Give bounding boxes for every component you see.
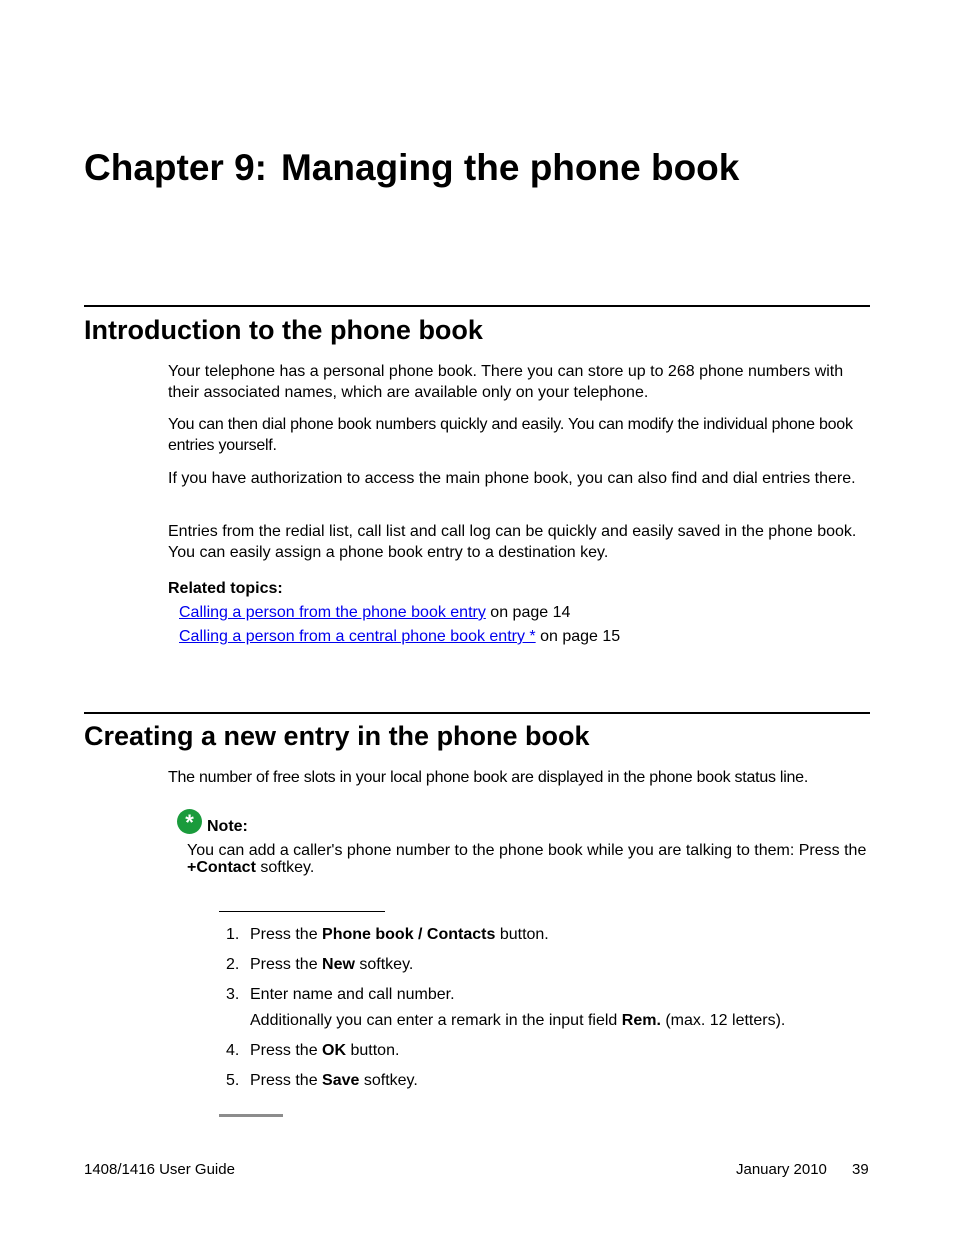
chapter-number: Chapter 9: [84, 147, 267, 188]
chapter-title [84, 146, 739, 190]
asterisk-icon: * [177, 809, 202, 834]
related-topic-link[interactable]: Calling a person from a central phone book entry * [179, 628, 536, 645]
related-topic-link[interactable]: Calling a person from the phone book entry [179, 604, 486, 621]
related-topics-heading: Related topics: [168, 580, 283, 597]
footer-date: January 2010 [736, 1161, 827, 1178]
chapter-name: Managing the phone book [280, 147, 740, 188]
intro-paragraph-3: If you have authorization to access the main phone book, you can also find and dial entries there. [168, 470, 856, 487]
intro-paragraph-2: You can then dial phone book numbers quickly and easily. You can modify the individual phone book entries yourself. [168, 416, 853, 454]
contact-softkey-name: +Contact [187, 859, 256, 876]
section-heading-creating: Creating a new entry in the phone book [84, 721, 590, 751]
procedure-step: 4. Press the OK button. [226, 1042, 400, 1059]
procedure-divider [219, 911, 385, 912]
section-divider [84, 712, 870, 714]
procedure-step: 3. Enter name and call number. Additionally you can enter a remark in the input field Rem. (max. 12 letters). [226, 986, 786, 1029]
procedure-step: 5. Press the Save softkey. [226, 1072, 418, 1089]
procedure-step: 1. Press the Phone book / Contacts button. [226, 926, 549, 943]
footer-page-number: 39 [852, 1161, 869, 1178]
note-label: Note: [207, 818, 248, 835]
procedure-step: 2. Press the New softkey. [226, 956, 414, 973]
footer-document-title: 1408/1416 User Guide [84, 1161, 235, 1178]
creating-paragraph: The number of free slots in your local phone book are displayed in the phone book status line. [168, 769, 809, 786]
section-divider [84, 305, 870, 307]
note-text: You can add a caller's phone number to the phone book while you are talking to them: Press the +Contact softkey. [187, 842, 867, 876]
intro-paragraph-4: Entries from the redial list, call list and call log can be quickly and easily saved in the phone book. You can easily assign a phone book entry to a destination key. [168, 523, 857, 561]
section-heading-introduction: Introduction to the phone book [84, 315, 483, 345]
related-topic-page: on page 15 [535, 628, 621, 645]
procedure-step-detail: Additionally you can enter a remark in the input field Rem. (max. 12 letters). [250, 1012, 786, 1029]
procedure-end-marker [219, 1114, 283, 1117]
procedure-steps [226, 925, 876, 1101]
related-topic-item [179, 602, 570, 623]
related-topic-page: on page 14 [485, 604, 571, 621]
related-topic-item [179, 626, 620, 647]
intro-paragraph-1: Your telephone has a personal phone book. There you can store up to 268 phone numbers with their associated names, which are available only on your telephone. [168, 363, 844, 401]
